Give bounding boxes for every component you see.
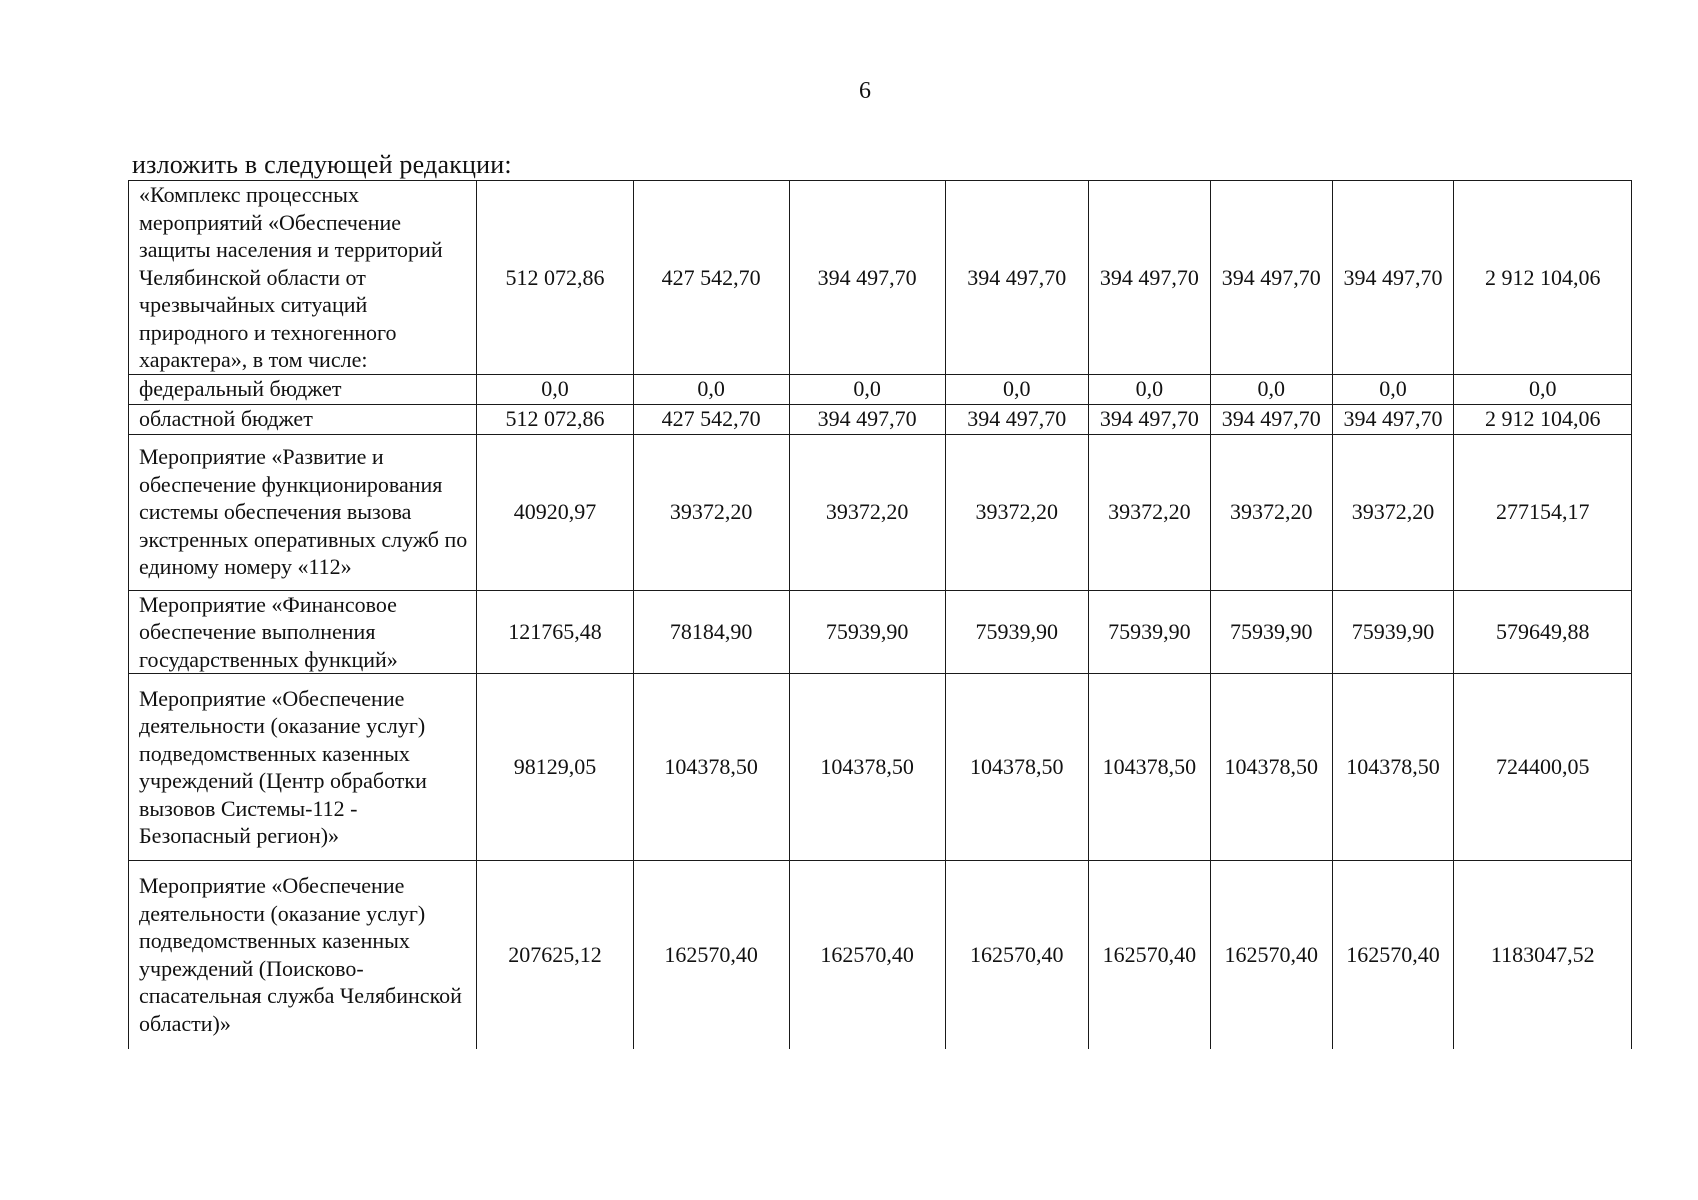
- value-cell: 427 542,70: [633, 404, 789, 434]
- value-cell: 104378,50: [1210, 674, 1332, 861]
- table-row-state-functions: [129, 590, 1632, 674]
- value-cell: 78184,90: [633, 590, 789, 674]
- value-cell: 162570,40: [633, 861, 789, 1049]
- value-cell: 104378,50: [633, 674, 789, 861]
- value-cell: 427 542,70: [633, 181, 789, 375]
- value-cell: 104378,50: [1332, 674, 1454, 861]
- value-cell: 75939,90: [1332, 590, 1454, 674]
- table-row-rescue-service: [129, 861, 1632, 1049]
- value-cell: 162570,40: [1332, 861, 1454, 1049]
- table-row-regional-budget: [129, 404, 1632, 434]
- value-cell: 0,0: [1088, 374, 1210, 404]
- value-cell: 40920,97: [477, 434, 633, 590]
- value-cell: 104378,50: [945, 674, 1088, 861]
- row-label: федеральный бюджет: [129, 374, 477, 404]
- value-cell: 512 072,86: [477, 404, 633, 434]
- table-row-complex-total: [129, 181, 1632, 375]
- row-label: областной бюджет: [129, 404, 477, 434]
- value-cell: 0,0: [1332, 374, 1454, 404]
- value-cell: 394 497,70: [1332, 181, 1454, 375]
- value-cell: 0,0: [1210, 374, 1332, 404]
- value-cell: 162570,40: [945, 861, 1088, 1049]
- value-cell: 104378,50: [1088, 674, 1210, 861]
- value-cell: 394 497,70: [1088, 181, 1210, 375]
- value-cell: 0,0: [477, 374, 633, 404]
- value-cell: 75939,90: [1088, 590, 1210, 674]
- value-cell: 512 072,86: [477, 181, 633, 375]
- value-cell: 162570,40: [1088, 861, 1210, 1049]
- value-cell: 394 497,70: [789, 181, 945, 375]
- row-label: «Комплекс процессных мероприятий «Обеспечение защиты населения и территорий Челябинской области от чрезвычайных ситуаций природного и техногенного характера», в том числе:: [129, 181, 477, 375]
- value-cell: 39372,20: [1088, 434, 1210, 590]
- total-cell: 0,0: [1454, 374, 1632, 404]
- value-cell: 0,0: [789, 374, 945, 404]
- value-cell: 0,0: [633, 374, 789, 404]
- value-cell: 39372,20: [789, 434, 945, 590]
- value-cell: 39372,20: [945, 434, 1088, 590]
- value-cell: 39372,20: [633, 434, 789, 590]
- page-number: 6: [859, 78, 871, 104]
- value-cell: 394 497,70: [945, 181, 1088, 375]
- value-cell: 394 497,70: [945, 404, 1088, 434]
- intro-text: изложить в следующей редакции:: [132, 150, 512, 179]
- value-cell: 75939,90: [1210, 590, 1332, 674]
- value-cell: 162570,40: [789, 861, 945, 1049]
- total-cell: 277154,17: [1454, 434, 1632, 590]
- row-label: Мероприятие «Финансовое обеспечение выполнения государственных функций»: [129, 590, 477, 674]
- row-label: Мероприятие «Обеспечение деятельности (оказание услуг) подведомственных казенных учреждений (Поисково-спасательная служба Челябинской области)»: [129, 861, 477, 1049]
- value-cell: 39372,20: [1332, 434, 1454, 590]
- value-cell: 39372,20: [1210, 434, 1332, 590]
- value-cell: 98129,05: [477, 674, 633, 861]
- value-cell: 121765,48: [477, 590, 633, 674]
- total-cell: 724400,05: [1454, 674, 1632, 861]
- total-cell: 2 912 104,06: [1454, 181, 1632, 375]
- value-cell: 75939,90: [789, 590, 945, 674]
- value-cell: 394 497,70: [1088, 404, 1210, 434]
- total-cell: 1183047,52: [1454, 861, 1632, 1049]
- budget-table: [128, 180, 1632, 1049]
- total-cell: 2 912 104,06: [1454, 404, 1632, 434]
- table-row-system-112: [129, 434, 1632, 590]
- value-cell: 394 497,70: [1210, 404, 1332, 434]
- value-cell: 0,0: [945, 374, 1088, 404]
- row-label: Мероприятие «Развитие и обеспечение функционирования системы обеспечения вызова экстренных оперативных служб по единому номеру «112»: [129, 434, 477, 590]
- value-cell: 162570,40: [1210, 861, 1332, 1049]
- value-cell: 207625,12: [477, 861, 633, 1049]
- value-cell: 75939,90: [945, 590, 1088, 674]
- table-row-call-center: [129, 674, 1632, 861]
- row-label: Мероприятие «Обеспечение деятельности (оказание услуг) подведомственных казенных учреждений (Центр обработки вызовов Системы-112 - Безопасный регион)»: [129, 674, 477, 861]
- table-row-federal-budget: [129, 374, 1632, 404]
- value-cell: 104378,50: [789, 674, 945, 861]
- value-cell: 394 497,70: [1210, 181, 1332, 375]
- value-cell: 394 497,70: [789, 404, 945, 434]
- value-cell: 394 497,70: [1332, 404, 1454, 434]
- total-cell: 579649,88: [1454, 590, 1632, 674]
